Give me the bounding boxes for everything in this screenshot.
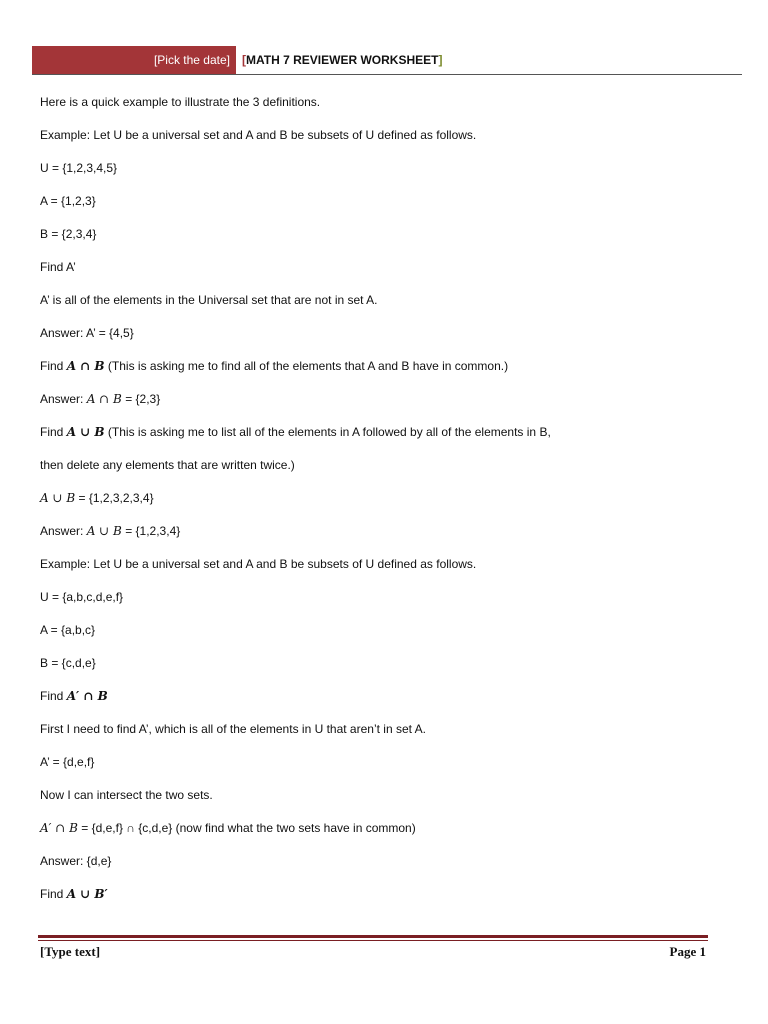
union-listing-value: = {1,2,3,2,3,4}	[75, 491, 154, 505]
example2-step1: First I need to find A’, which is all of the elements in U that aren’t in set A.	[40, 722, 426, 736]
example1-complement-explanation: A’ is all of the elements in the Universal set that are not in set A.	[40, 293, 378, 307]
footer-divider-thin	[38, 940, 708, 941]
example1-find-union	[40, 416, 730, 449]
answer-prefix: Answer:	[40, 524, 87, 538]
union-complement-expression: A ∪ B′	[66, 887, 108, 901]
example1-u-set: U = {1,2,3,4,5}	[40, 161, 118, 175]
intersect-work-text: = {d,e,f} ∩ {c,d,e} (now find what the two sets have in common)	[77, 821, 416, 835]
find-prefix: Find	[40, 425, 67, 439]
find-union-note: (This is asking me to list all of the elements in A followed by all of the elements in B,	[104, 425, 551, 439]
find-prefix: Find	[40, 359, 67, 373]
union-expression: A ∪ B	[40, 491, 76, 505]
page-number: Page 1	[669, 944, 706, 959]
example1-a-set: A = {1,2,3}	[40, 194, 96, 208]
example1-union-answer	[40, 515, 730, 548]
example2-find-next	[40, 878, 730, 911]
example2-a-set: A = {a,b,c}	[40, 623, 96, 637]
example1-find-intersection	[40, 350, 730, 383]
find-intersection-note: (This is asking me to find all of the elements that A and B have in common.)	[104, 359, 509, 373]
example1-find-union-continued: then delete any elements that are written twice.)	[40, 458, 295, 472]
header-divider	[32, 74, 742, 75]
worksheet-body	[40, 86, 730, 911]
title-bracket-open: [	[242, 53, 246, 67]
example2-b-set: B = {c,d,e}	[40, 656, 96, 670]
example1-b-set: B = {2,3,4}	[40, 227, 97, 241]
footer-type-text[interactable]: [Type text]	[40, 944, 101, 959]
example1-union-listing	[40, 482, 730, 515]
example2-u-set: U = {a,b,c,d,e,f}	[40, 590, 124, 604]
answer-prefix: Answer:	[40, 392, 87, 406]
example1-complement-answer: Answer: A’ = {4,5}	[40, 326, 134, 340]
find-prefix: Find	[40, 887, 67, 901]
union-expression: A ∪ B	[86, 524, 122, 538]
example1-intersection-answer	[40, 383, 730, 416]
union-answer-value: = {1,2,3,4}	[121, 524, 181, 538]
page-header	[32, 46, 742, 74]
document-title[interactable]	[242, 46, 442, 74]
example2-statement: Example: Let U be a universal set and A and B be subsets of U defined as follows.	[40, 557, 477, 571]
intersection-expression: A ∩ B	[66, 359, 105, 373]
complement-intersection-expression: A′ ∩ B	[40, 821, 78, 835]
title-text: MATH 7 REVIEWER WORKSHEET	[246, 53, 439, 67]
example2-find	[40, 680, 730, 713]
date-placeholder[interactable]: [Pick the date]	[32, 46, 236, 74]
complement-intersection-expression: A′ ∩ B	[66, 689, 108, 703]
intersection-expression: A ∩ B	[86, 392, 122, 406]
example2-intersect-work	[40, 812, 730, 845]
title-bracket-close: ]	[438, 53, 443, 67]
intro-line: Here is a quick example to illustrate the 3 definitions.	[40, 95, 321, 109]
example1-statement: Example: Let U be a universal set and A and B be subsets of U defined as follows.	[40, 128, 477, 142]
footer-divider-thick	[38, 935, 708, 938]
example2-answer: Answer: {d,e}	[40, 854, 112, 868]
example2-complement-result: A’ = {d,e,f}	[40, 755, 95, 769]
union-expression: A ∪ B	[66, 425, 105, 439]
find-prefix: Find	[40, 689, 67, 703]
intersection-answer-value: = {2,3}	[121, 392, 161, 406]
example1-find-complement: Find A’	[40, 260, 76, 274]
example2-step2: Now I can intersect the two sets.	[40, 788, 213, 802]
